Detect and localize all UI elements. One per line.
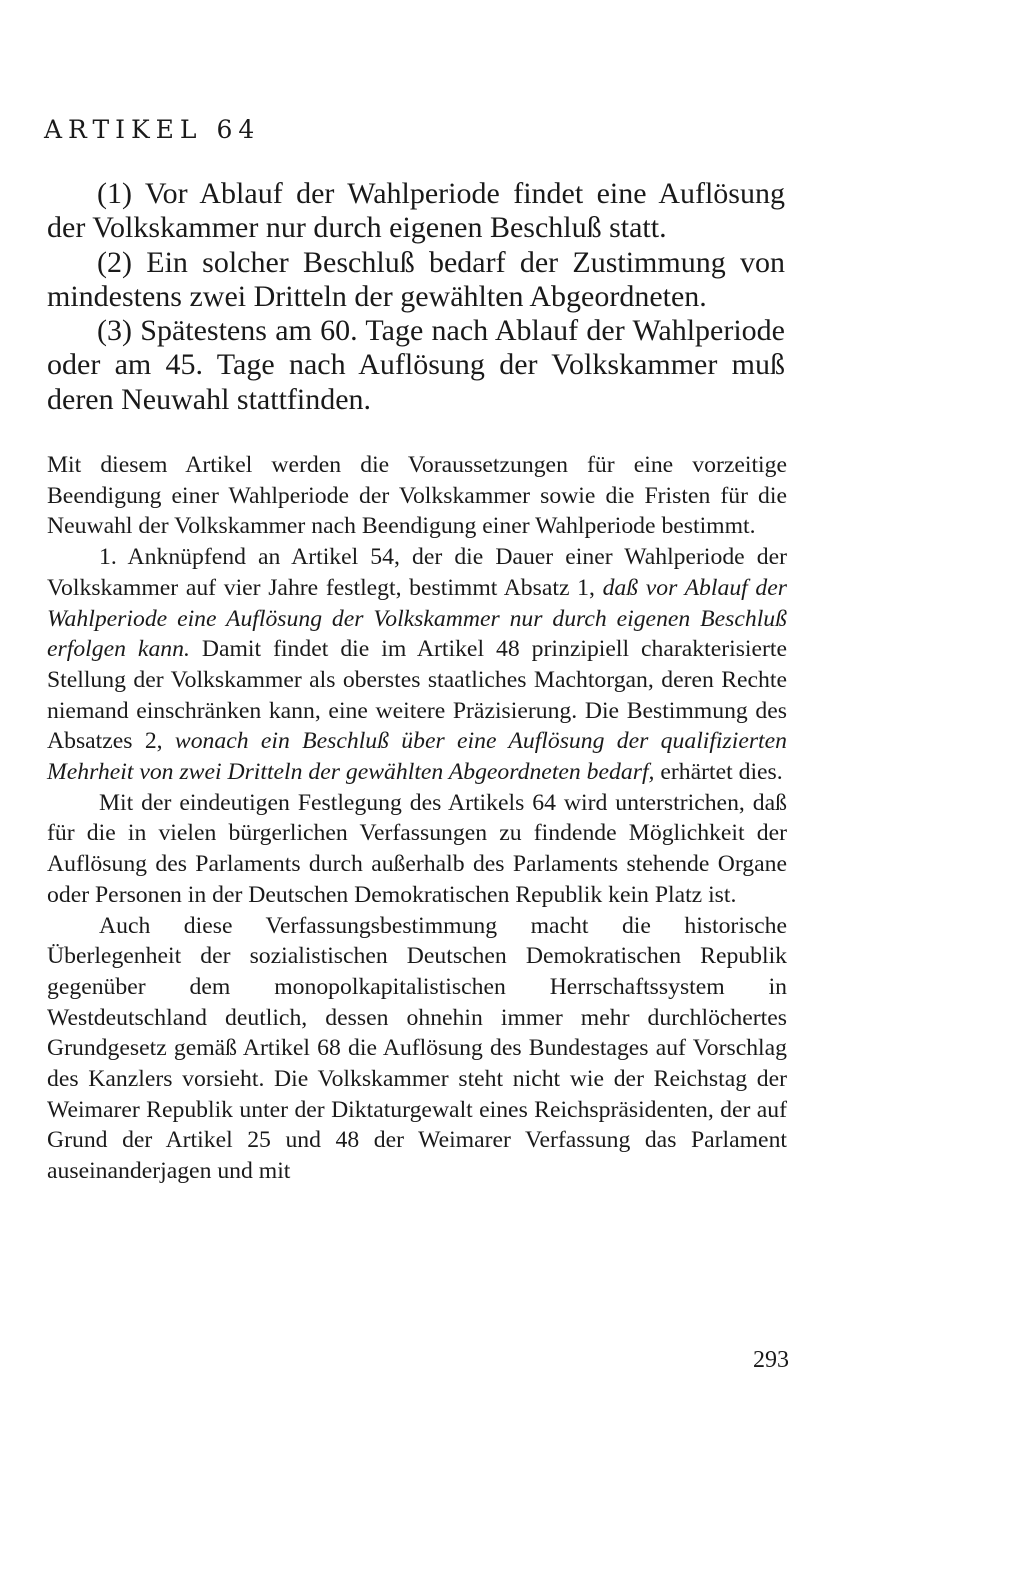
law-paragraph-2: (2) Ein solcher Beschluß bedarf der Zustimmung von mindestens zwei Dritteln der gewählten Abgeordneten. [47,245,785,313]
law-paragraph-1: (1) Vor Ablauf der Wahlperiode findet eine Auflösung der Volkskammer nur durch eigenen Beschluß statt. [47,177,785,245]
commentary-paragraph-2: Mit der eindeutigen Festlegung des Artikels 64 wird unterstrichen, daß für die in vielen bürgerlichen Verfassungen zu findende Möglichkeit der Auflösung des Parlaments durch außerhalb des Parlaments stehende Organe oder Personen in der Deutschen Demokratischen Republik kein Platz ist. [47,789,787,908]
commentary-p1-text-a: 1. Anknüpfend an Artikel 54, der die Dauer einer Wahlperiode der Volkskammer auf vier Jahre festlegt, bestimmt Absatz 1, [47,544,787,601]
article-heading: ARTIKEL 64 [44,115,261,144]
constitution-article-text [47,177,785,417]
commentary-p1-text-c: erhärtet dies. [654,759,783,786]
commentary-intro: Mit diesem Artikel werden die Voraussetzungen für eine vorzeitige Beendigung einer Wahlperiode der Volkskammer sowie die Fristen für die Neuwahl der Volkskammer nach Beendigung einer Wahlperiode bestimmt. [47,452,787,540]
commentary-paragraph-3: Auch diese Verfassungsbestimmung macht die historische Überlegenheit der sozialistischen Deutschen Demokratischen Republik gegenüber dem monopolkapitalistischen Herrschaftssystem in Westdeutschland deutlich, dessen ohnehin immer mehr durchlöchertes Grundgesetz gemäß Artikel 68 die Auflösung des Bundestages auf Vorschlag des Kanzlers vorsieht. Die Volkskammer steht nicht wie der Reichstag der Weimarer Republik unter der Diktaturgewalt eines Reichspräsidenten, der auf Grund der Artikel 25 und 48 der Weimarer Verfassung das Parlament auseinanderjagen und mit [47,912,787,1185]
law-paragraph-3: (3) Spätestens am 60. Tage nach Ablauf der Wahlperiode oder am 45. Tage nach Auflösung der Volkskammer muß deren Neuwahl stattfinden. [47,314,785,416]
commentary-text [47,450,787,1187]
page-number: 293 [753,1347,789,1373]
commentary-paragraph-1 [47,542,787,788]
commentary-p1-quote-b: wonach ein Beschluß über eine Auflösung der qualifizierten Mehrheit von zwei Dritteln der gewählten Abgeordneten bedarf, [47,728,787,786]
commentary-p1-quote-a: daß vor Ablauf der Wahlperiode eine Auflösung der Volkskammer nur durch eigenen Beschluß erfolgen kann. [47,574,787,663]
commentary-p1-text-b: Damit findet die im Artikel 48 prinzipiell charakterisierte Stellung der Volkskammer als oberstes staatliches Machtorgan, deren Rechte niemand einschränken kann, eine weitere Präzisierung. Die Bestimmung des Absatzes 2, [47,636,788,755]
